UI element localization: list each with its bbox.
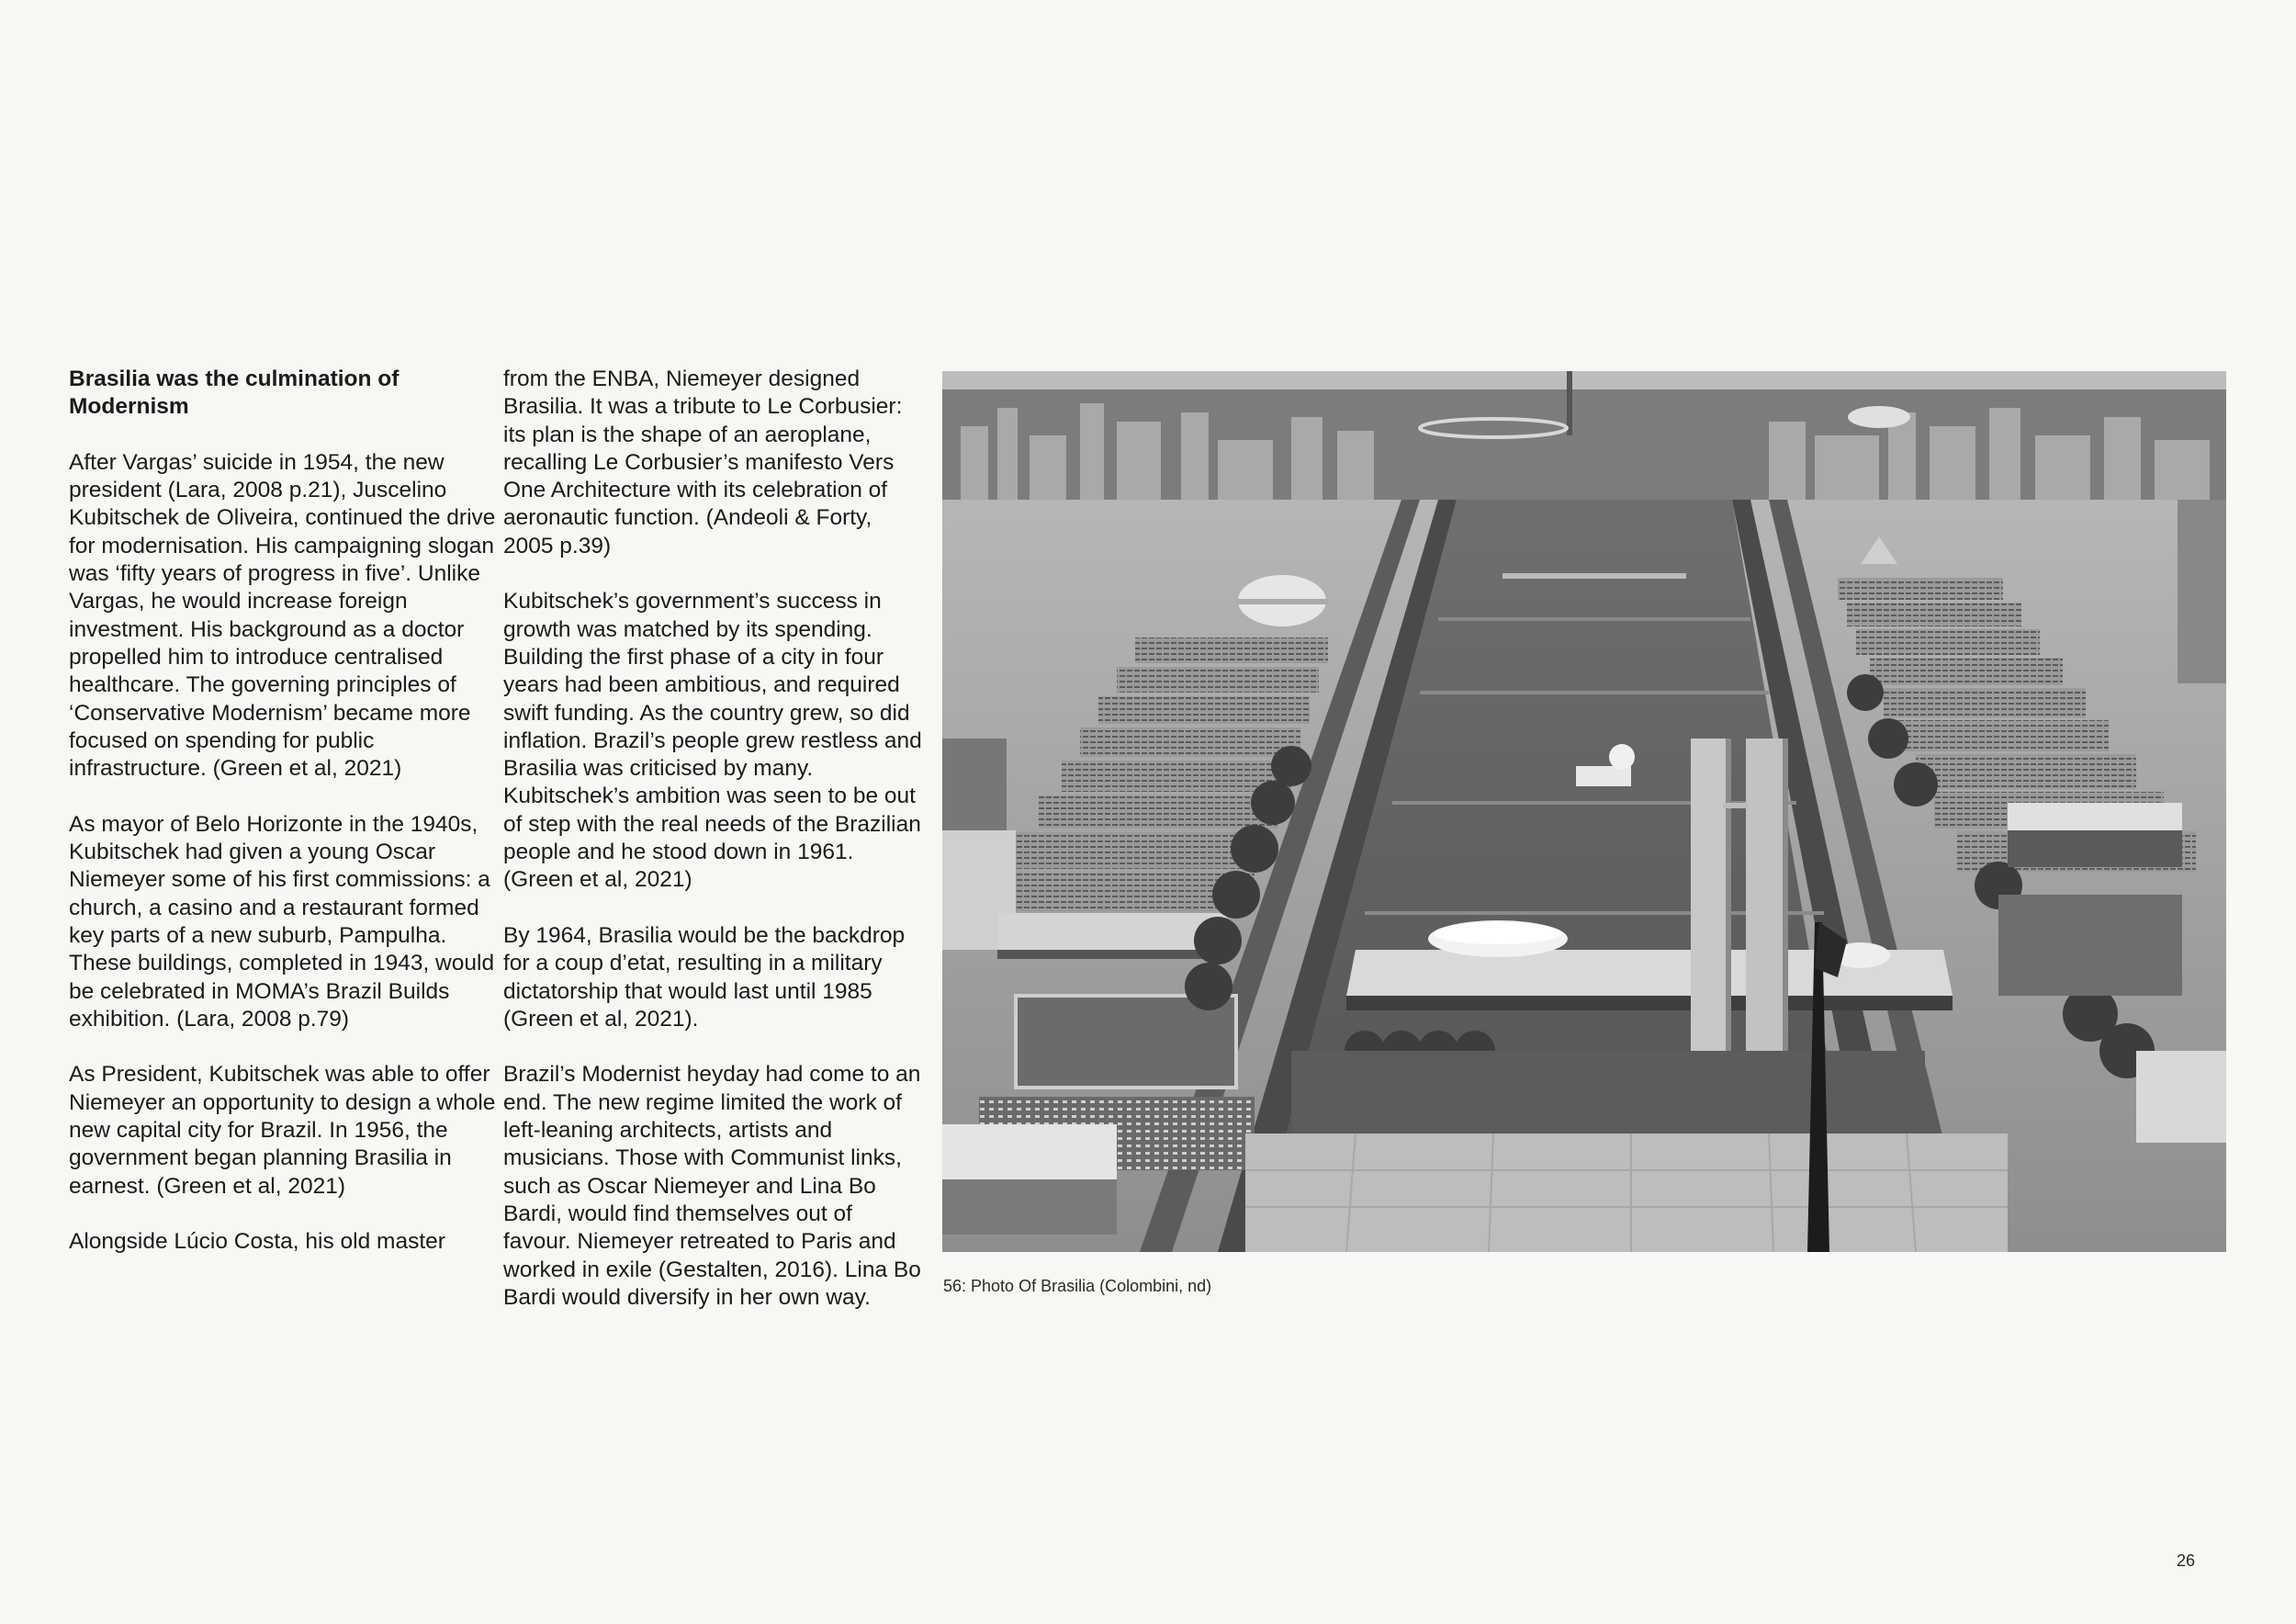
text-column-2 [503,366,926,1339]
paragraph: As mayor of Belo Horizonte in the 1940s, Kubitschek had given a young Oscar Niemeyer some of his first commissions: a church, a casino and a restaurant formed key parts of a new suburb, Pampulha. These buildings, completed in 1943, would be celebrated in MOMA’s Brazil Builds exhibition. (Lara, 2008 p.79) [69,811,495,1032]
paragraph: As President, Kubitschek was able to offer Niemeyer an opportunity to design a whole new capital city for Brazil. In 1956, the government began planning Brasilia in earnest. (Green et al, 2021) [69,1062,496,1199]
paragraph: Brazil’s Modernist heyday had come to an end. The new regime limited the work of left-leaning architects, artists and musicians. Those with Communist links, such as Oscar Niemeyer and Lina Bo Bardi, would find themselves out of favour. Niemeyer retreated to Paris and worked in exile (Gestalten, 2016). Lina Bo Bardi would diversify in her own way. [503,1062,921,1310]
paragraph: Kubitschek’s government’s success in growth was matched by its spending. Building the first phase of a city in four years had been ambitious, and required swift funding. As the country grew, so did inflation. Brazil’s people grew restless and Brasilia was criticised by many. Kubitschek’s ambition was seen to be out of step with the real needs of the Brazilian people and he stood down in 1961. (Green et al, 2021) [503,589,922,893]
page-number: 26 [2177,1551,2196,1570]
paragraph: By 1964, Brasilia would be the backdrop for a coup d’etat, resulting in a military dictatorship that would last until 1985 (Green et al, 2021). [503,922,906,1032]
brasilia-aerial-photo [942,371,2226,1252]
photo-illustration [942,371,2226,1252]
text-column-1 [69,366,501,1284]
article-heading: Brasilia was the culmination of Modernism [69,367,400,420]
paragraph: After Vargas’ suicide in 1954, the new president (Lara, 2008 p.21), Juscelino Kubitschek de Oliveira, continued the drive for modernisation. His campaigning slogan was ‘fifty years of progress in five’. Unlike Vargas, he would increase foreign investment. His background as a doctor propelled him to introduce centralised healthcare. The governing principles of ‘Conservative Modernism’ became more focused on spending for public infrastructure. (Green et al, 2021) [69,449,496,782]
figure-caption: 56: Photo Of Brasilia (Colombini, nd) [943,1277,1212,1295]
paragraph: Alongside Lúcio Costa, his old master [69,1229,445,1255]
paragraph: from the ENBA, Niemeyer designed Brasilia. It was a tribute to Le Corbusier: its plan is the shape of an aeroplane, recalling Le Corbusier’s manifesto Vers One Architecture with its celebration of aeronautic function. (Andeoli & Forty, 2005 p.39) [503,367,903,558]
